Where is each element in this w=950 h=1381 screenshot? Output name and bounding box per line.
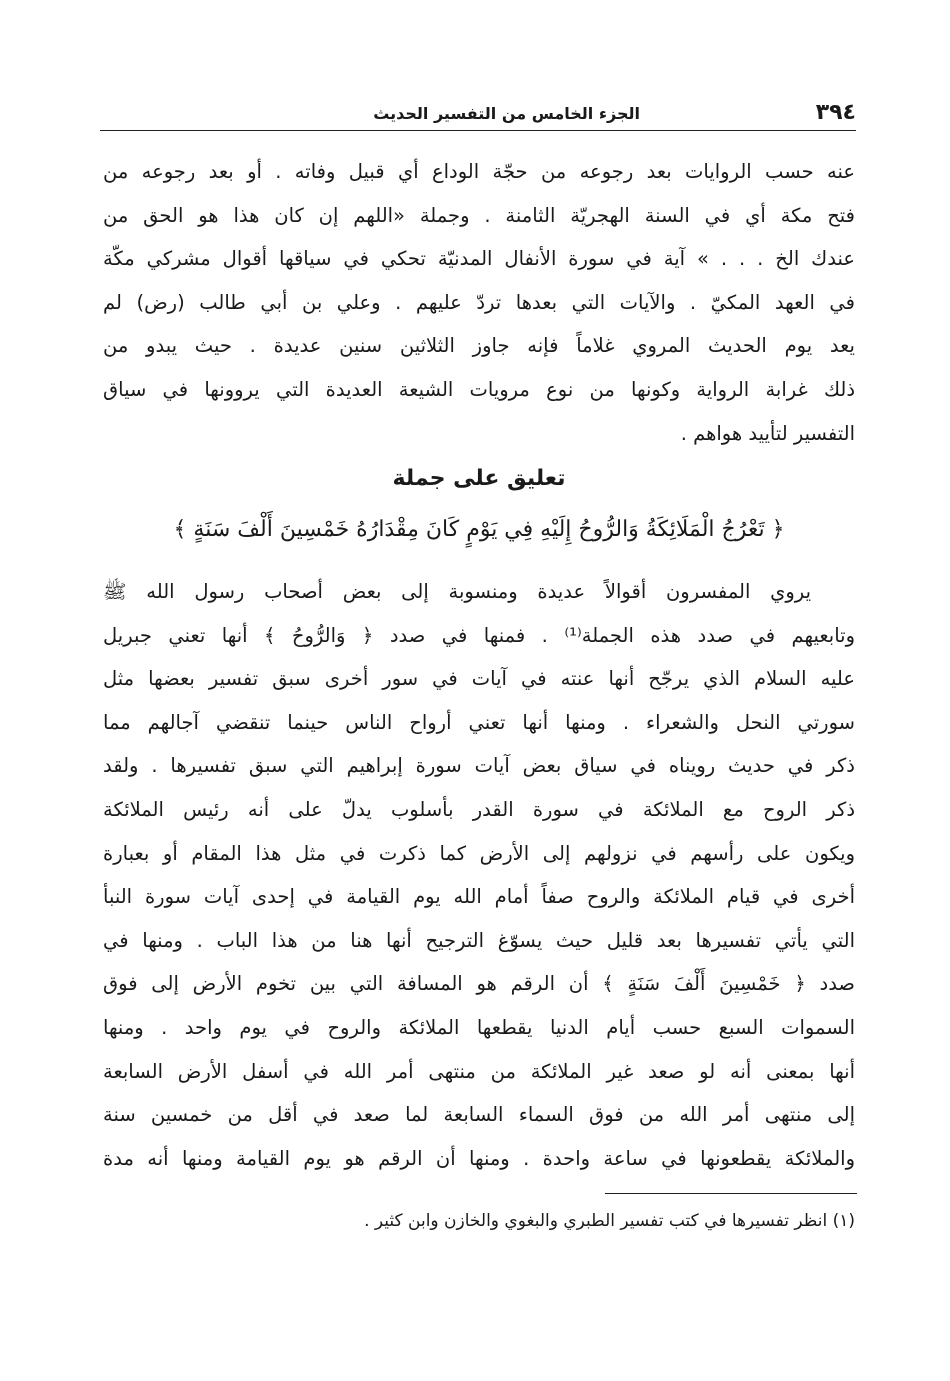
paragraph-1 bbox=[103, 150, 855, 455]
text-line: سورتي النحل والشعراء . ومنها أنها تعني أرواح الناس حينما تنقضي آجالهم مما bbox=[103, 710, 855, 734]
page-header bbox=[100, 96, 856, 131]
section-heading: تعليق على جملة bbox=[392, 466, 566, 491]
text-line: ذكر في حديث رويناه في سياق بعض آيات سورة إبراهيم التي سبق تفسيرها . ولقد bbox=[103, 754, 855, 778]
text-line: إلى منتهى أمر الله من فوق السماء السابعة لما صعد في أقل من خمسين سنة bbox=[103, 1103, 855, 1127]
text-line: يروي المفسرون أقوالاً عديدة ومنسوبة إلى بعض أصحاب رسول الله ﷺ bbox=[103, 580, 811, 603]
text-line: التفسير لتأييد هواهم . bbox=[680, 421, 855, 445]
text-line: أنها بمعنى أنه لو صعد غير الملائكة من منتهى أمر الله في أسفل الأرض السابعة bbox=[103, 1059, 855, 1083]
footnote-divider bbox=[605, 1193, 857, 1194]
paragraph-2 bbox=[103, 570, 855, 1180]
text-line: ذكر الروح مع الملائكة في سورة القدر بأسلوب يدلّ على أنه رئيس الملائكة bbox=[103, 797, 855, 821]
text-line: التي يأتي تفسيرها بعد قليل حيث يسوّغ الترجيح أنها هنا من هذا الباب . ومنها في bbox=[103, 928, 855, 952]
page-number: ٣٩٤ bbox=[815, 100, 856, 125]
footnote: (١) انظر تفسيرها في كتب تفسير الطبري والبغوي والخازن وابن كثير . bbox=[364, 1211, 855, 1231]
text-line: عنه حسب الروايات بعد رجوعه من حجّة الوداع أي قبيل وفاته . أو بعد رجوعه من bbox=[103, 160, 855, 183]
text-line: يعد يوم الحديث المروي غلاماً فإنه جاوز الثلاثين سنين عديدة . حيث يبدو من bbox=[103, 334, 855, 358]
text-line: عندك الخ . . . » آية في سورة الأنفال المدنيّة تحكي في سياقها أقوال مشركي مكّة bbox=[103, 247, 855, 271]
quranic-verse: ﴿ تَعْرُجُ الْمَلَائِكَةُ وَالرُّوحُ إِلَيْهِ فِي يَوْمٍ كَانَ مِقْدَارُهُ خَمْسِينَ أَلْفَ سَنَةٍ ﴾ bbox=[173, 517, 785, 542]
text-line: عليه السلام الذي يرجّح أنها عنته في آيات في سور أخرى سبق تفسير بعضها مثل bbox=[103, 667, 855, 691]
text-line: ويكون على رأسهم في نزولهم إلى الأرض كما ذكرت في مثل هذا المقام أو بعبارة bbox=[103, 841, 855, 865]
running-title: الجزء الخامس من التفسير الحديث bbox=[373, 104, 640, 123]
text-line: ذلك غرابة الرواية وكونها من نوع مرويات الشيعة العديدة التي يروونها في سياق bbox=[103, 377, 855, 401]
text-line: صدد ﴿ خَمْسِينَ أَلْفَ سَنَةٍ ﴾ أن الرقم هو المسافة التي بين تخوم الأرض إلى فوق bbox=[103, 972, 855, 996]
text-line: وتابعيهم في صدد هذه الجملة⁽¹⁾ . فمنها في صدد ﴿ وَالرُّوحُ ﴾ أنها تعني جبريل bbox=[103, 623, 855, 647]
text-line: فتح مكة أي في السنة الهجريّة الثامنة . وجملة «اللهم إن كان هذا هو الحق من bbox=[103, 203, 855, 227]
text-line: أخرى في قيام الملائكة والروح صفاً أمام الله يوم القيامة في إحدى آيات سورة النبأ bbox=[103, 885, 855, 909]
text-line: السموات السبع حسب أيام الدنيا يقطعها الملائكة والروح في يوم واحد . ومنها bbox=[103, 1015, 855, 1039]
text-line: والملائكة يقطعونها في ساعة واحدة . ومنها أن الرقم هو يوم القيامة ومنها أنه مدة bbox=[103, 1146, 855, 1170]
text-line: في العهد المكيّ . والآيات التي بعدها تردّ عليهم . وعلي بن أبي طالب (رض) لم bbox=[103, 290, 855, 314]
